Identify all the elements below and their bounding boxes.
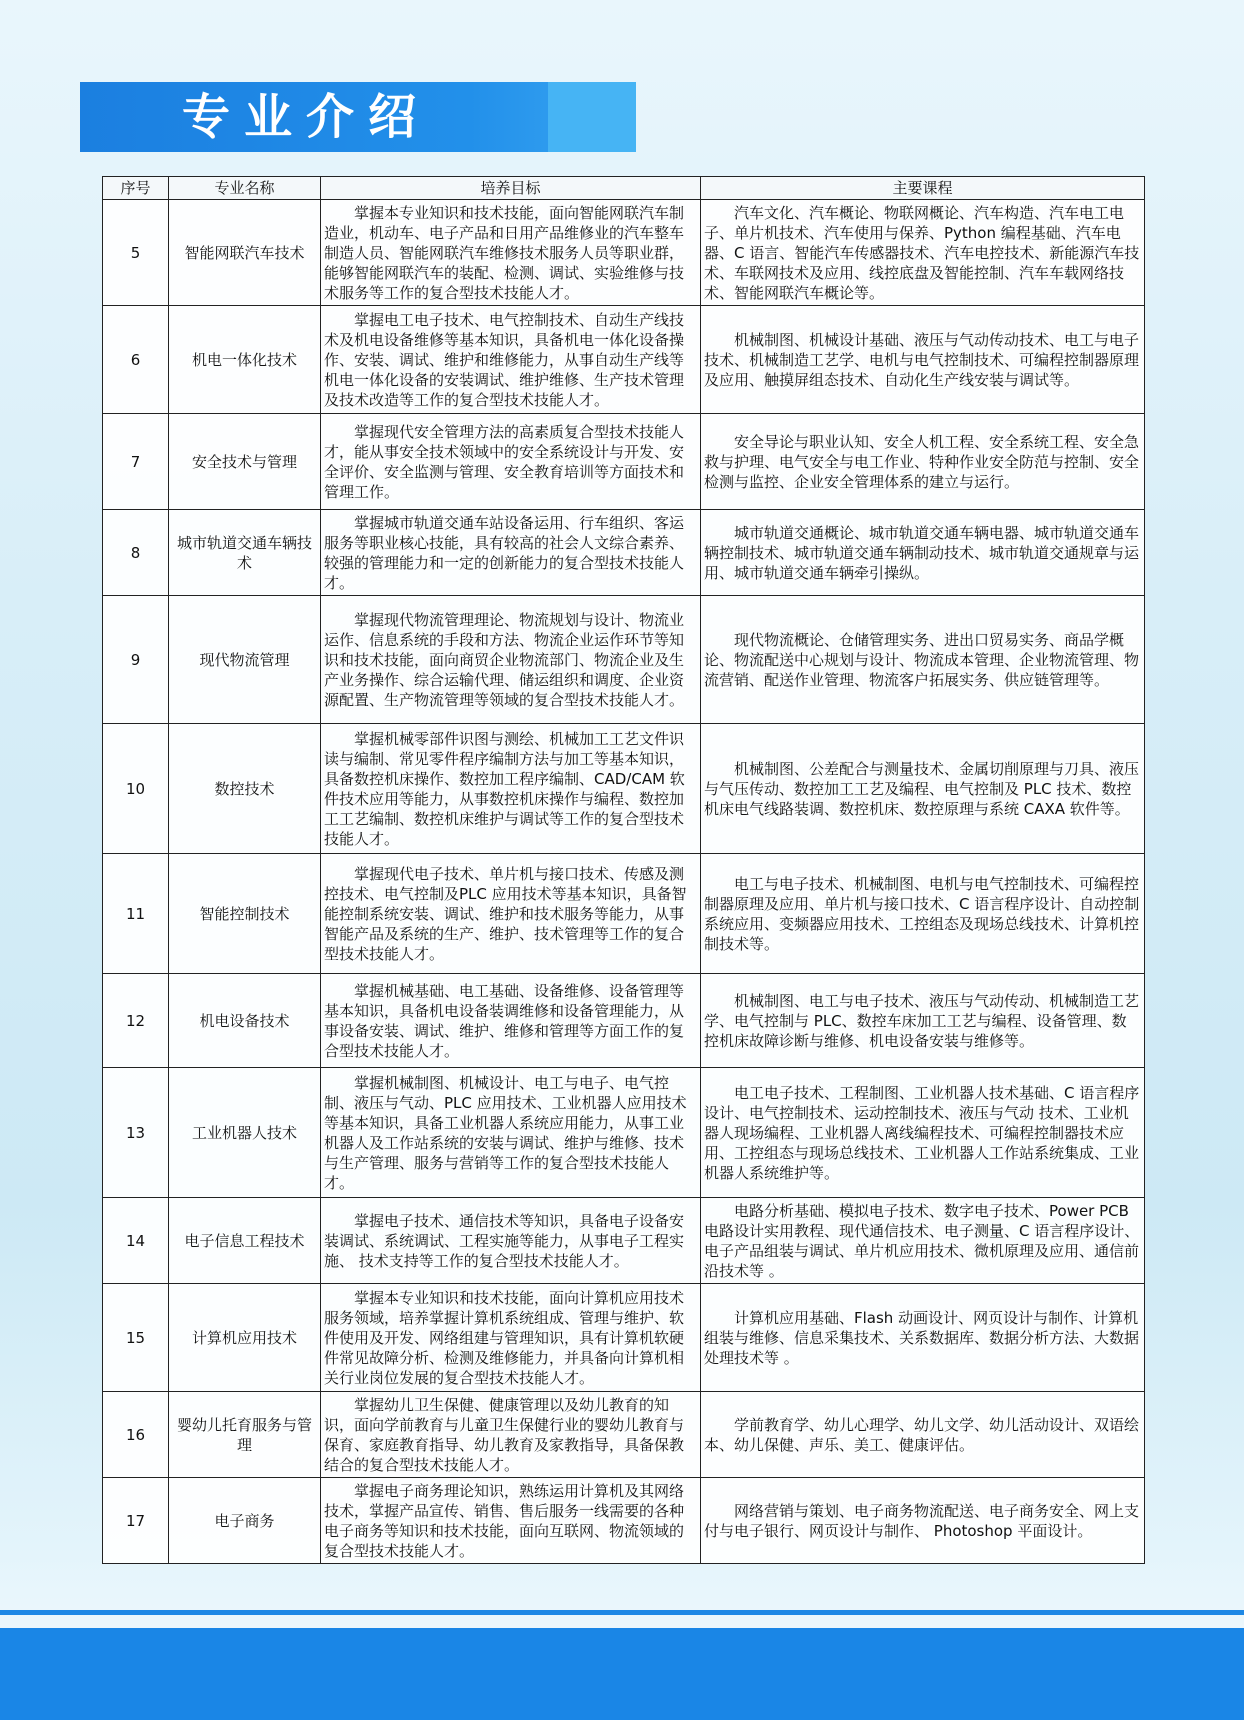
row-number: 8 (103, 510, 169, 596)
main-courses: 汽车文化、汽车概论、物联网概论、汽车构造、汽车电工电子、单片机技术、汽车使用与保养、Python 编程基础、汽车电器、C 语言、智能汽车传感器技术、汽车电控技术、新能源汽车技术、车联网技术及应用、线控底盘及智能控制、汽车车载网络技术、智能网联汽车概论等。 (701, 200, 1145, 306)
table-row (103, 200, 1145, 306)
major-name: 数控技术 (169, 724, 321, 854)
row-number: 16 (103, 1392, 169, 1478)
row-number: 6 (103, 306, 169, 414)
major-name: 城市轨道交通车辆技术 (169, 510, 321, 596)
major-name: 电子商务 (169, 1478, 321, 1564)
col-header-number: 序号 (103, 177, 169, 200)
training-goal: 掌握现代电子技术、单片机与接口技术、传感及测控技术、电气控制及PLC 应用技术等基本知识，具备智能控制系统安装、调试、维护和技术服务等能力，从事智能产品及系统的生产、维护、技术管理等工作的复合型技术技能人才。 (321, 854, 701, 974)
col-header-major-name: 专业名称 (169, 177, 321, 200)
main-courses: 网络营销与策划、电子商务物流配送、电子商务安全、网上支付与电子银行、网页设计与制作、 Photoshop 平面设计。 (701, 1478, 1145, 1564)
col-header-main-courses: 主要课程 (701, 177, 1145, 200)
main-courses: 安全导论与职业认知、安全人机工程、安全系统工程、安全急救与护理、电气安全与电工作业、特种作业安全防范与控制、安全检测与监控、企业安全管理体系的建立与运行。 (701, 414, 1145, 510)
main-courses: 机械制图、机械设计基础、液压与气动传动技术、电工与电子技术、机械制造工艺学、电机与电气控制技术、可编程控制器原理及应用、触摸屏组态技术、自动化生产线安装与调试等。 (701, 306, 1145, 414)
training-goal: 掌握电工电子技术、电气控制技术、自动生产线技术及机电设备维修等基本知识，具备机电一体化设备操作、安装、调试、维护和维修能力，从事自动生产线等机电一体化设备的安装调试、维护维修、生产技术管理及技术改造等工作的复合型技术技能人才。 (321, 306, 701, 414)
major-name: 机电设备技术 (169, 974, 321, 1068)
footer-divider-line (0, 1610, 1244, 1615)
major-name: 安全技术与管理 (169, 414, 321, 510)
table-row (103, 1284, 1145, 1392)
major-name: 现代物流管理 (169, 596, 321, 724)
main-courses: 学前教育学、幼儿心理学、幼儿文学、幼儿活动设计、双语绘本、幼儿保健、声乐、美工、健康评估。 (701, 1392, 1145, 1478)
row-number: 15 (103, 1284, 169, 1392)
table-row (103, 414, 1145, 510)
col-header-training-goal: 培养目标 (321, 177, 701, 200)
main-courses: 城市轨道交通概论、城市轨道交通车辆电器、城市轨道交通车辆控制技术、城市轨道交通车辆制动技术、城市轨道交通规章与运用、城市轨道交通车辆牵引操纵。 (701, 510, 1145, 596)
row-number: 10 (103, 724, 169, 854)
row-number: 14 (103, 1198, 169, 1284)
footer-band (0, 1628, 1244, 1720)
table-row (103, 510, 1145, 596)
majors-table (102, 176, 1145, 1564)
training-goal: 掌握幼儿卫生保健、健康管理以及幼儿教育的知识，面向学前教育与儿童卫生保健行业的婴幼儿教育与保育、家庭教育指导、幼儿教育及家教指导，具备保教结合的复合型技术技能人才。 (321, 1392, 701, 1478)
training-goal: 掌握机械基础、电工基础、设备维修、设备管理等基本知识，具备机电设备装调维修和设备管理能力，从事设备安装、调试、维护、维修和管理等方面工作的复合型技术技能人才。 (321, 974, 701, 1068)
table-row (103, 1068, 1145, 1198)
training-goal: 掌握机械制图、机械设计、电工与电子、电气控制、液压与气动、PLC 应用技术、工业机器人应用技术等基本知识，具备工业机器人系统应用能力，从事工业机器人及工作站系统的安装与调试、维护与维修、技术与生产管理、服务与营销等工作的复合型技术技能人才。 (321, 1068, 701, 1198)
training-goal: 掌握机械零部件识图与测绘、机械加工工艺文件识读与编制、常见零件程序编制方法与加工等基本知识，具备数控机床操作、数控加工程序编制、CAD/CAM 软件技术应用等能力，从事数控机床操作与编程、数控加工工艺编制、数控机床维护与调试等工作的复合型技术技能人才。 (321, 724, 701, 854)
major-name: 工业机器人技术 (169, 1068, 321, 1198)
table-header-row (103, 177, 1145, 200)
training-goal: 掌握电子技术、通信技术等知识，具备电子设备安装调试、系统调试、工程实施等能力，从事电子工程实施、 技术支持等工作的复合型技术技能人才。 (321, 1198, 701, 1284)
header-accent-block (548, 82, 636, 152)
table-row (103, 1392, 1145, 1478)
main-courses: 现代物流概论、仓储管理实务、进出口贸易实务、商品学概论、物流配送中心规划与设计、物流成本管理、企业物流管理、物流营销、配送作业管理、物流客户拓展实务、供应链管理等。 (701, 596, 1145, 724)
main-courses: 电路分析基础、模拟电子技术、数字电子技术、Power PCB 电路设计实用教程、现代通信技术、电子测量、C 语言程序设计、电子产品组装与调试、单片机应用技术、微机原理及应用、通信前沿技术等 。 (701, 1198, 1145, 1284)
main-courses: 机械制图、公差配合与测量技术、金属切削原理与刀具、液压与气压传动、数控加工工艺及编程、电气控制及 PLC 技术、数控机床电气线路装调、数控机床、数控原理与系统 CAXA 软件等。 (701, 724, 1145, 854)
main-courses: 计算机应用基础、Flash 动画设计、网页设计与制作、计算机组装与维修、信息采集技术、关系数据库、数据分析方法、大数据处理技术等 。 (701, 1284, 1145, 1392)
table-row (103, 854, 1145, 974)
major-name: 智能网联汽车技术 (169, 200, 321, 306)
major-name: 机电一体化技术 (169, 306, 321, 414)
row-number: 13 (103, 1068, 169, 1198)
major-name: 电子信息工程技术 (169, 1198, 321, 1284)
row-number: 12 (103, 974, 169, 1068)
main-courses: 电工与电子技术、机械制图、电机与电气控制技术、可编程控制器原理及应用、单片机与接口技术、C 语言程序设计、自动控制系统应用、变频器应用技术、工控组态及现场总线技术、计算机控制技术等。 (701, 854, 1145, 974)
row-number: 11 (103, 854, 169, 974)
training-goal: 掌握电子商务理论知识，熟练运用计算机及其网络技术，掌握产品宣传、销售、售后服务一线需要的各种电子商务等知识和技术技能，面向互联网、物流领域的复合型技术技能人才。 (321, 1478, 701, 1564)
row-number: 7 (103, 414, 169, 510)
main-courses: 机械制图、电工与电子技术、液压与气动传动、机械制造工艺学、电气控制与 PLC、数控车床加工工艺与编程、设备管理、数控机床故障诊断与维修、机电设备安装与维修等。 (701, 974, 1145, 1068)
training-goal: 掌握现代物流管理理论、物流规划与设计、物流业运作、信息系统的手段和方法、物流企业运作环节等知识和技术技能，面向商贸企业物流部门、物流企业及生产业务操作、综合运输代理、储运组织和调度、企业资源配置、生产物流管理等领域的复合型技术技能人才。 (321, 596, 701, 724)
table-row (103, 1478, 1145, 1564)
table-row (103, 596, 1145, 724)
major-name: 计算机应用技术 (169, 1284, 321, 1392)
row-number: 17 (103, 1478, 169, 1564)
training-goal: 掌握本专业知识和技术技能，面向计算机应用技术服务领域，培养掌握计算机系统组成、管理与维护、软件使用及开发、网络组建与管理知识，具有计算机软硬件常见故障分析、检测及维修能力，并具备向计算机相关行业岗位发展的复合型技术技能人才。 (321, 1284, 701, 1392)
table-row (103, 724, 1145, 854)
training-goal: 掌握城市轨道交通车站设备运用、行车组织、客运服务等职业核心技能，具有较高的社会人文综合素养、较强的管理能力和一定的创新能力的复合型技术技能人才。 (321, 510, 701, 596)
row-number: 5 (103, 200, 169, 306)
table-row (103, 306, 1145, 414)
training-goal: 掌握本专业知识和技术技能，面向智能网联汽车制造业，机动车、电子产品和日用产品维修业的汽车整车制造人员、智能网联汽车维修技术服务人员等职业群，能够智能网联汽车的装配、检测、调试、实验维修与技术服务等工作的复合型技术技能人才。 (321, 200, 701, 306)
training-goal: 掌握现代安全管理方法的高素质复合型技术技能人才，能从事安全技术领域中的安全系统设计与开发、安全评价、安全监测与管理、安全教育培训等方面技术和管理工作。 (321, 414, 701, 510)
major-name: 智能控制技术 (169, 854, 321, 974)
main-courses: 电工电子技术、工程制图、工业机器人技术基础、C 语言程序设计、电气控制技术、运动控制技术、液压与气动 技术、工业机器人现场编程、工业机器人离线编程技术、可编程控制器技术应用、工控组态与现场总线技术、工业机器人工作站系统集成、工业机器人系统维护等。 (701, 1068, 1145, 1198)
table-row (103, 974, 1145, 1068)
major-name: 婴幼儿托育服务与管理 (169, 1392, 321, 1478)
row-number: 9 (103, 596, 169, 724)
page-title: 专业介绍 (182, 89, 431, 145)
table-row (103, 1198, 1145, 1284)
